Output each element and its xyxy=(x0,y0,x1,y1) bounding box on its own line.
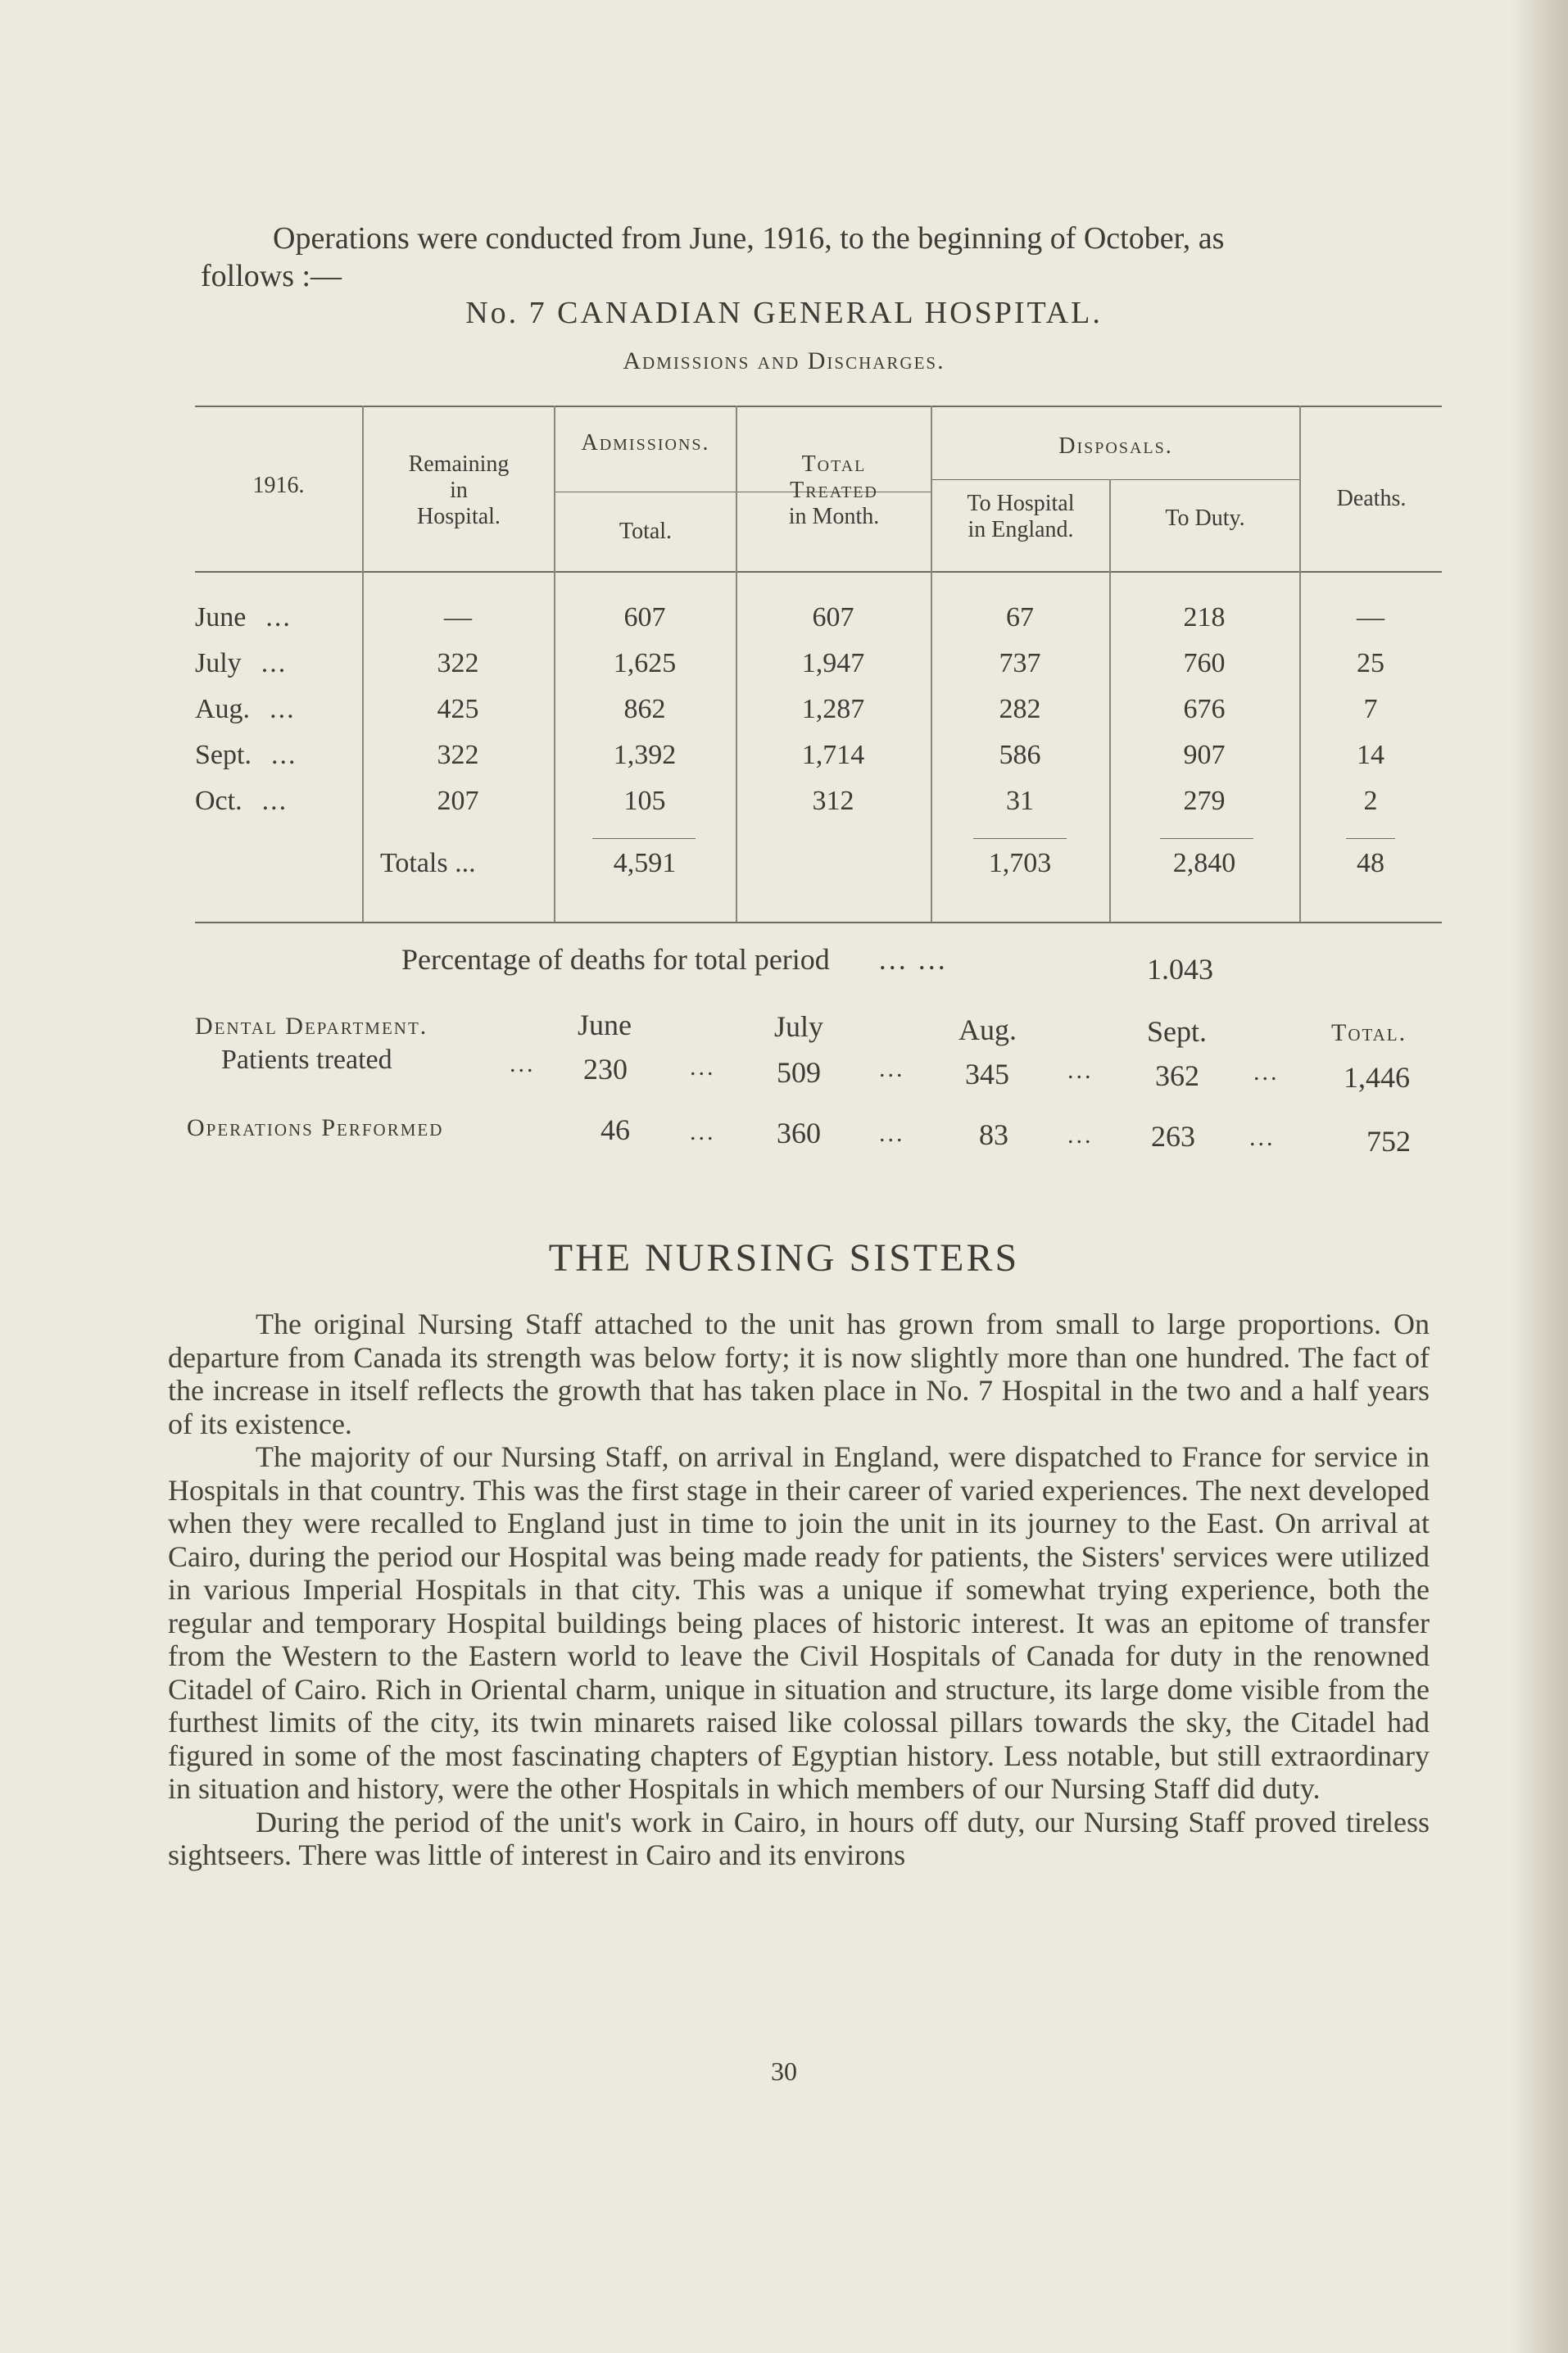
page-number: 30 xyxy=(771,2056,797,2086)
cell-treated: 1,714 xyxy=(801,740,865,770)
patients-july: 509 xyxy=(777,1056,821,1089)
table-row xyxy=(195,694,1442,740)
row-month xyxy=(195,740,359,771)
header-remaining-line: Hospital. xyxy=(417,504,501,529)
cell-treated: 607 xyxy=(812,602,854,632)
dots: ... xyxy=(510,1050,536,1077)
cell-to-england: 31 xyxy=(1006,786,1034,816)
operations-aug: 83 xyxy=(979,1118,1008,1151)
row-dots: ... xyxy=(265,602,292,632)
header-remaining xyxy=(364,451,554,530)
operations-june: 46 xyxy=(600,1113,630,1146)
percentage-value: 1.043 xyxy=(1147,953,1213,986)
totals-deaths: 48 xyxy=(1357,848,1384,878)
row-month-label: Oct. xyxy=(195,786,242,816)
cell-deaths: 2 xyxy=(1363,786,1378,816)
cell-remaining: 207 xyxy=(437,786,479,816)
row-month xyxy=(195,602,359,633)
sum-rule xyxy=(973,838,1067,839)
row-dots: ... xyxy=(261,786,288,816)
table-bottom-rule xyxy=(195,922,1442,923)
disposals-sub-rule xyxy=(932,479,1301,480)
intro-line-2: follows :— xyxy=(201,259,342,293)
header-admissions-total: Total. xyxy=(619,519,673,544)
row-month-label: June xyxy=(195,602,247,632)
cell-deaths: — xyxy=(1357,602,1384,632)
operations-performed-label: Operations Performed xyxy=(187,1114,444,1141)
header-disposals: Disposals. xyxy=(1058,433,1173,459)
cell-remaining: 322 xyxy=(437,648,479,678)
intro-line-1: Operations were conducted from June, 1916, to the beginning of October, as xyxy=(273,221,1225,256)
paragraph: The original Nursing Staff attached to the unit has grown from small to large proportions. On departure from Canada its strength was below forty; it is now slightly more than one hundred. The fact of the increase in itself reflects the growth that has taken place in No. 7 Hospital in the two and a half years of its existence. xyxy=(168,1308,1430,1440)
header-treated-line: in Month. xyxy=(788,504,880,529)
section-title: THE NURSING SISTERS xyxy=(548,1236,1020,1280)
paragraph: During the period of the unit's work in Cairo, in hours off duty, our Nursing Staff proved tireless sightseers. There was little of interest in Cairo and its environs xyxy=(168,1805,1430,1871)
cell-admissions: 105 xyxy=(623,786,666,816)
dental-total-label: Total. xyxy=(1331,1019,1407,1046)
dental-month: July xyxy=(774,1010,824,1043)
totals-to-england: 1,703 xyxy=(988,848,1052,878)
header-to-hospital-line: in England. xyxy=(968,517,1074,542)
sum-rule xyxy=(1160,838,1253,839)
operations-total: 752 xyxy=(1366,1125,1411,1158)
body-text xyxy=(168,1308,1430,1872)
header-to-hospital-line: To Hospital xyxy=(967,491,1075,516)
table-row xyxy=(195,602,1442,648)
totals-admissions: 4,591 xyxy=(613,848,677,878)
row-month-label: Sept. xyxy=(195,740,252,770)
cell-to-duty: 760 xyxy=(1183,648,1226,678)
dots: ... xyxy=(879,1120,905,1147)
totals-row xyxy=(195,848,1442,897)
table-caption: Admissions and Discharges. xyxy=(623,347,945,374)
cell-to-duty: 279 xyxy=(1183,786,1226,816)
dots: ... xyxy=(879,1055,905,1082)
table-row xyxy=(195,648,1442,694)
table-top-rule xyxy=(195,406,1442,407)
cell-admissions: 1,625 xyxy=(613,648,677,678)
header-remaining-line: Remaining xyxy=(408,451,510,477)
cell-to-england: 67 xyxy=(1006,602,1034,632)
table-header-rule xyxy=(195,571,1442,573)
cell-admissions: 862 xyxy=(623,694,666,724)
header-to-hospital xyxy=(932,491,1109,543)
percentage-line xyxy=(401,942,948,977)
dots: ... xyxy=(1067,1122,1094,1149)
header-admissions: Admissions. xyxy=(581,430,710,456)
cell-to-england: 737 xyxy=(999,648,1041,678)
cell-deaths: 25 xyxy=(1357,648,1384,678)
intro-text xyxy=(201,220,1454,295)
dots: ... xyxy=(690,1118,716,1145)
sum-rule xyxy=(1346,838,1395,839)
operations-july: 360 xyxy=(777,1117,821,1149)
header-deaths: Deaths. xyxy=(1336,486,1407,511)
percentage-dots: ... ... xyxy=(878,943,948,976)
row-month-label: July xyxy=(195,648,242,678)
dots: ... xyxy=(1253,1059,1280,1086)
dots: ... xyxy=(1067,1057,1094,1084)
cell-to-england: 282 xyxy=(999,694,1041,724)
dots: ... xyxy=(690,1054,716,1081)
header-year: 1916. xyxy=(252,473,305,498)
row-month xyxy=(195,694,359,725)
dots: ... xyxy=(1249,1124,1276,1151)
percentage-label: Percentage of deaths for total period xyxy=(401,943,830,976)
cell-treated: 312 xyxy=(812,786,854,816)
cell-to-duty: 218 xyxy=(1183,602,1226,632)
patients-june: 230 xyxy=(583,1053,628,1086)
patients-total: 1,446 xyxy=(1344,1061,1410,1094)
cell-treated: 1,287 xyxy=(801,694,865,724)
dental-month: June xyxy=(578,1009,632,1041)
hospital-title: No. 7 CANADIAN GENERAL HOSPITAL. xyxy=(465,296,1103,330)
cell-to-duty: 676 xyxy=(1183,694,1226,724)
table-row xyxy=(195,740,1442,786)
header-treated-line: Total xyxy=(801,451,867,477)
cell-to-england: 586 xyxy=(999,740,1041,770)
cell-admissions: 1,392 xyxy=(613,740,677,770)
cell-remaining: 322 xyxy=(437,740,479,770)
row-month-label: Aug. xyxy=(195,694,251,724)
cell-to-duty: 907 xyxy=(1183,740,1226,770)
cell-deaths: 7 xyxy=(1363,694,1378,724)
cell-treated: 1,947 xyxy=(801,648,865,678)
patients-sept: 362 xyxy=(1155,1059,1199,1092)
totals-to-duty: 2,840 xyxy=(1172,848,1236,878)
sum-rule xyxy=(592,838,696,839)
row-dots: ... xyxy=(270,740,297,770)
cell-admissions: 607 xyxy=(623,602,666,632)
header-to-duty: To Duty. xyxy=(1165,506,1245,531)
header-remaining-line: in xyxy=(450,478,468,503)
row-dots: ... xyxy=(270,694,296,724)
operations-sept: 263 xyxy=(1151,1120,1195,1153)
cell-deaths: 14 xyxy=(1357,740,1384,770)
dental-month: Aug. xyxy=(958,1013,1017,1046)
dental-month: Sept. xyxy=(1147,1015,1208,1048)
patients-treated-label: Patients treated xyxy=(221,1045,392,1075)
admissions-table xyxy=(195,406,1442,930)
paragraph: The majority of our Nursing Staff, on arrival in England, were dispatched to France for service in Hospitals in that country. This was the first stage in their career of varied experiences. The next developed when they were recalled to England just in time to join the unit in its journey to the East. On arrival at Cairo, during the period our Hospital was being made ready for patients, the Sisters' services were utilized in various Imperial Hospitals in that city. This was a unique if somewhat trying experience, both the regular and temporary Hospital buildings being places of historic interest. It was an epitome of transfer from the Western to the Eastern world to leave the Civil Hospitals of Canada for duty in the renowned Citadel of Cairo. Rich in Oriental charm, unique in situation and structure, its large dome visible from the furthest limits of the city, its twin minarets raised like colossal pillars towards the sky, the Citadel had figured in some of the most fascinating chapters of Egyptian history. Less notable, but still extraordinary in situation and history, were the other Hospitals in which members of our Nursing Staff did duty. xyxy=(168,1440,1430,1805)
row-month xyxy=(195,648,359,679)
dental-department-label: Dental Department. xyxy=(195,1013,428,1040)
cell-remaining: 425 xyxy=(437,694,479,724)
table-row xyxy=(195,786,1442,832)
row-month xyxy=(195,786,359,817)
header-treated-line: Treated xyxy=(790,478,878,503)
patients-aug: 345 xyxy=(965,1058,1009,1090)
cell-remaining: — xyxy=(444,602,472,632)
row-dots: ... xyxy=(261,648,288,678)
totals-label: Totals ... xyxy=(380,848,476,878)
header-treated xyxy=(737,451,931,530)
